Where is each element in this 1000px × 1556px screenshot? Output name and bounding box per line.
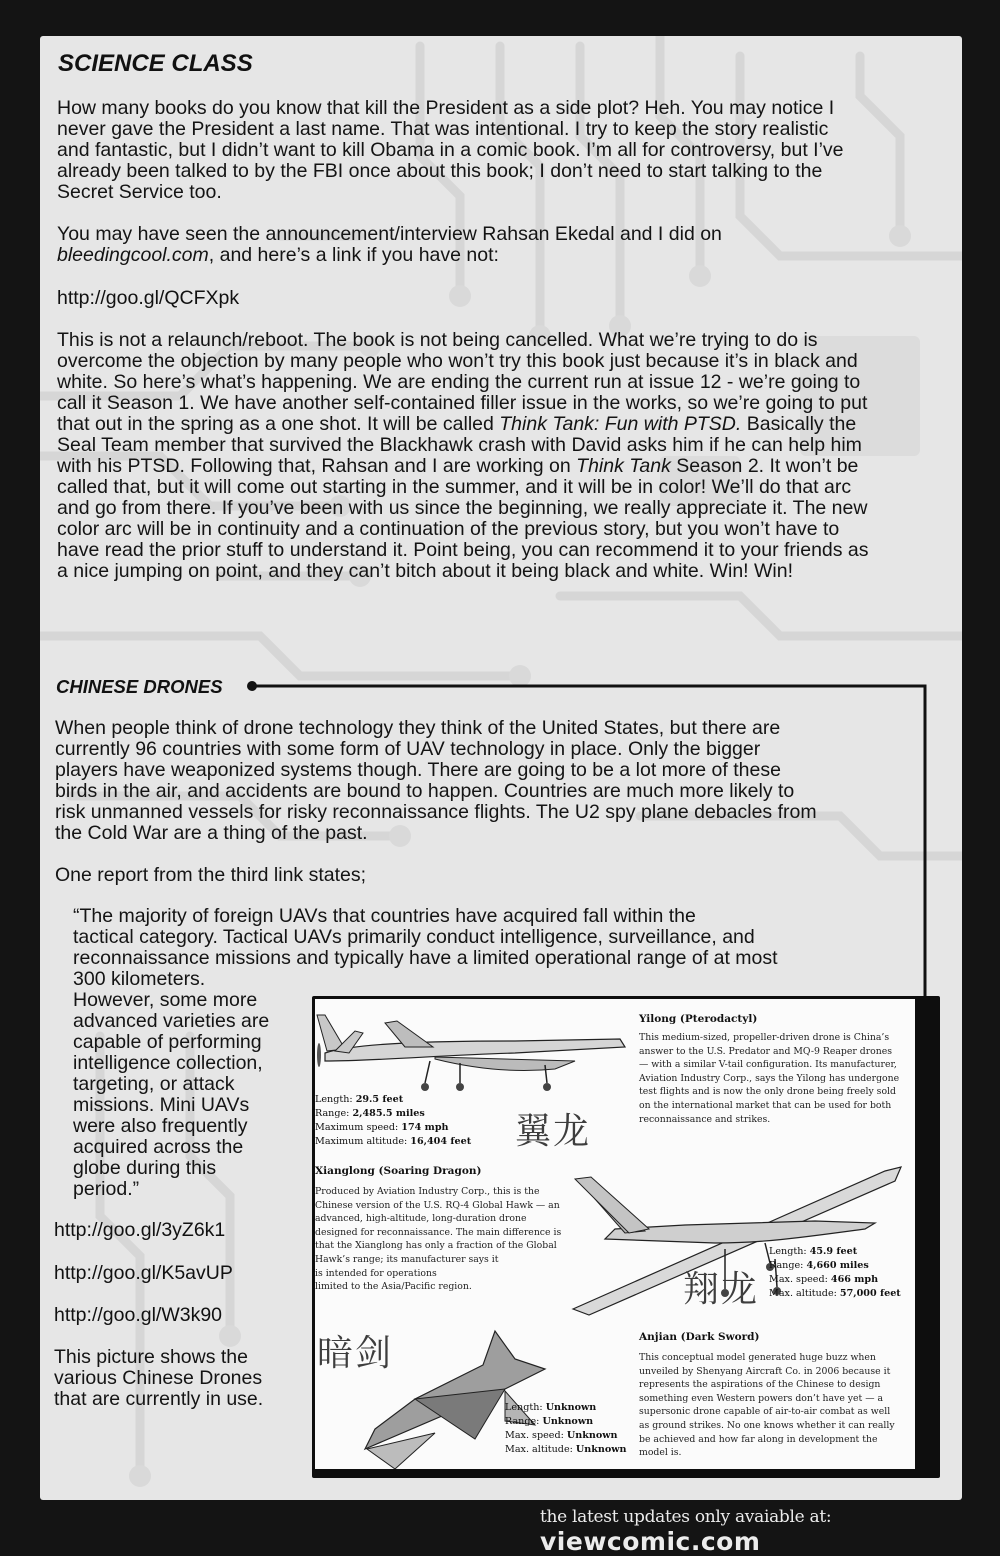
interview-link[interactable]: http://goo.gl/QCFXpk bbox=[57, 287, 240, 309]
yilong-drone-illustration bbox=[315, 1003, 635, 1103]
anjian-specs bbox=[505, 1401, 627, 1457]
chinese-drones-title: CHINESE DRONES bbox=[56, 676, 223, 697]
spec-value: 57,000 feet bbox=[839, 1288, 901, 1299]
spec-row bbox=[315, 1135, 471, 1149]
paragraph-3-text-2: Basically the Seal Team member that survived the Blackhawk crash with David asks him if he can help him with his PTSD. Following that, Rahsan and I are working on bbox=[57, 413, 862, 477]
science-class-title: SCIENCE CLASS bbox=[58, 50, 253, 77]
spec-row bbox=[769, 1273, 901, 1287]
spec-label: Range: bbox=[769, 1260, 807, 1271]
article-panel bbox=[40, 36, 962, 1500]
science-paragraph-1: How many books do you know that kill the President as a side plot? Heh. You may notice I never gave the President a last name. That was intentional. I try to keep the story realistic and fantastic, but I didn’t want to kill Obama in a comic book. I’m all for controversy, but I’ve already been talked to by the FBI once about this book; I don’t need to start talking to the Secret Service too. bbox=[57, 97, 844, 203]
source-link-1[interactable]: http://goo.gl/3yZ6k1 bbox=[54, 1219, 226, 1241]
xianglong-name: Xianglong (Soaring Dragon) bbox=[315, 1165, 482, 1177]
yilong-chinese-name: 翼龙 bbox=[515, 1111, 592, 1152]
paragraph-2-text-end: , and here’s a link if you have not: bbox=[208, 244, 499, 266]
spec-value: 45.9 feet bbox=[809, 1246, 858, 1257]
drones-paragraph-2: One report from the third link states; bbox=[55, 864, 367, 886]
footer-text: the latest updates only avaiable at: bbox=[540, 1507, 832, 1527]
spec-value: 174 mph bbox=[401, 1122, 449, 1133]
site-footer bbox=[540, 1507, 1000, 1556]
report-quote-bottom: However, some more advanced varieties are capable of performing intelligence collection, targeting, or attack missions. Mini UAVs were also frequently acquired across the globe during this period.” bbox=[73, 989, 270, 1200]
spec-row bbox=[769, 1259, 901, 1273]
anjian-chinese-name: 暗剑 bbox=[317, 1333, 394, 1374]
spec-label: Max. altitude: bbox=[769, 1288, 840, 1299]
yilong-specs bbox=[315, 1093, 471, 1149]
spec-label: Length: bbox=[769, 1246, 810, 1257]
series-title: Think Tank bbox=[576, 455, 671, 477]
xianglong-specs bbox=[769, 1245, 901, 1301]
anjian-name: Anjian (Dark Sword) bbox=[639, 1331, 760, 1343]
spec-value: 29.5 feet bbox=[355, 1094, 404, 1105]
xianglong-description: Produced by Aviation Industry Corp., this is the Chinese version of the U.S. RQ-4 Global Hawk — an advanced, high-altitude, long-duration drone designed for reconnaissance. The main difference is that the Xianglong has only a fraction of the Global Hawk’s range; its manufacturer says it is intended for operations limited to the Asia/Pacific region. bbox=[315, 1186, 562, 1293]
yilong-name: Yilong (Pterodactyl) bbox=[639, 1013, 758, 1025]
infographic-caption: This picture shows the various Chinese Drones that are currently in use. bbox=[54, 1346, 264, 1410]
spec-row bbox=[769, 1245, 901, 1259]
science-paragraph-3 bbox=[57, 330, 947, 582]
spec-row bbox=[769, 1287, 901, 1301]
spec-value: 466 mph bbox=[830, 1274, 879, 1285]
spec-label: Length: bbox=[505, 1402, 546, 1413]
spec-value: Unknown bbox=[545, 1402, 597, 1413]
yilong-description: This medium-sized, propeller-driven drone is China’s answer to the U.S. Predator and MQ-9 Reaper drones — with a similar V-tail configuration. Its manufacturer, Aviation Industry Corp., says the Yilong has undergone test flights and is now the only drone being freely sold on the international market that can be used for both reconnaissance and strikes. bbox=[639, 1032, 900, 1125]
spec-label: Max. altitude: bbox=[505, 1444, 576, 1455]
spec-value: 16,404 feet bbox=[410, 1136, 472, 1147]
spec-row bbox=[315, 1121, 471, 1135]
paragraph-2-text: You may have seen the announcement/interview Rahsan Ekedal and I did on bbox=[57, 223, 722, 245]
spec-row bbox=[505, 1443, 627, 1457]
paragraph-3-text-3: Season 2. It won’t be called that, but it will come out starting in the summer, and it will be in color! We’ll do that arc and go from there. If you’ve been with us since the beginning, we really appreciate it. The new color arc will be in continuity and a continuation of the previous story, but you won’t have to have read the prior stuff to understand it. Point being, you can recommend it to your friends as a nice jumping on point, and they can’t bitch about it being black and white. Win! Win! bbox=[57, 455, 869, 582]
spec-row bbox=[505, 1415, 627, 1429]
anjian-description: This conceptual model generated huge buzz when unveiled by Shenyang Aircraft Co. in 2006 because it represents the aspirations of the Chinese to design something even Western powers don’t have yet — a supersonic drone capable of air-to-air combat as well as ground strikes. No one knows whether it can really be achieved and how far along in development the model is. bbox=[639, 1352, 895, 1459]
spec-label: Maximum altitude: bbox=[315, 1136, 411, 1147]
spec-row bbox=[505, 1401, 627, 1415]
footer-brand-link[interactable]: viewcomic.com bbox=[540, 1527, 761, 1556]
science-paragraph-2 bbox=[57, 224, 937, 266]
source-link-2[interactable]: http://goo.gl/K5avUP bbox=[54, 1262, 233, 1284]
spec-row bbox=[315, 1093, 471, 1107]
spec-label: Range: bbox=[315, 1108, 353, 1119]
infographic-content bbox=[315, 999, 915, 1469]
spec-value: Unknown bbox=[575, 1444, 627, 1455]
spec-label: Length: bbox=[315, 1094, 356, 1105]
spec-row bbox=[505, 1429, 627, 1443]
spec-value: 4,660 miles bbox=[806, 1260, 869, 1271]
paragraph-3-text: This is not a relaunch/reboot. The book is not being cancelled. What we’re trying to do is overcome the objection by many people who won’t try this book just because it’s in black and white. So here’s what’s happening. We are ending the current run at issue 12 - we’re going to call it Season 1. We have another self-contained filler issue in the works, so we’re going to put that out in the spring as a one shot. It will be called bbox=[57, 329, 868, 435]
spec-label: Maximum speed: bbox=[315, 1122, 402, 1133]
chinese-drones-infographic bbox=[312, 996, 940, 1478]
spec-value: Unknown bbox=[542, 1416, 594, 1427]
source-link-3[interactable]: http://goo.gl/W3k90 bbox=[54, 1304, 223, 1326]
spec-row bbox=[315, 1107, 471, 1121]
spec-label: Max. speed: bbox=[769, 1274, 831, 1285]
spec-label: Max. speed: bbox=[505, 1430, 567, 1441]
xianglong-chinese-name: 翔龙 bbox=[683, 1269, 760, 1310]
spec-value: 2,485.5 miles bbox=[352, 1108, 425, 1119]
bleedingcool-site: bleedingcool.com bbox=[57, 244, 209, 266]
spec-label: Range: bbox=[505, 1416, 543, 1427]
drones-paragraph-1: When people think of drone technology they think of the United States, but there are currently 96 countries with some form of UAV technology in place. Only the bigger players have weaponized systems though. There are going to be a lot more of these birds in the air, and accidents are bound to happen. Countries are much more likely to risk unmanned vessels for risky reconnaissance flights. The U2 spy plane debacles from the Cold War are a thing of the past. bbox=[55, 717, 817, 844]
report-quote-top: “The majority of foreign UAVs that countries have acquired fall within the tactical category. Tactical UAVs primarily conduct intelligence, surveillance, and reconnaissance missions and typically have a limited operational range of at most 300 kilometers. bbox=[73, 905, 778, 990]
spec-value: Unknown bbox=[566, 1430, 618, 1441]
one-shot-title: Think Tank: Fun with PTSD. bbox=[499, 413, 742, 435]
